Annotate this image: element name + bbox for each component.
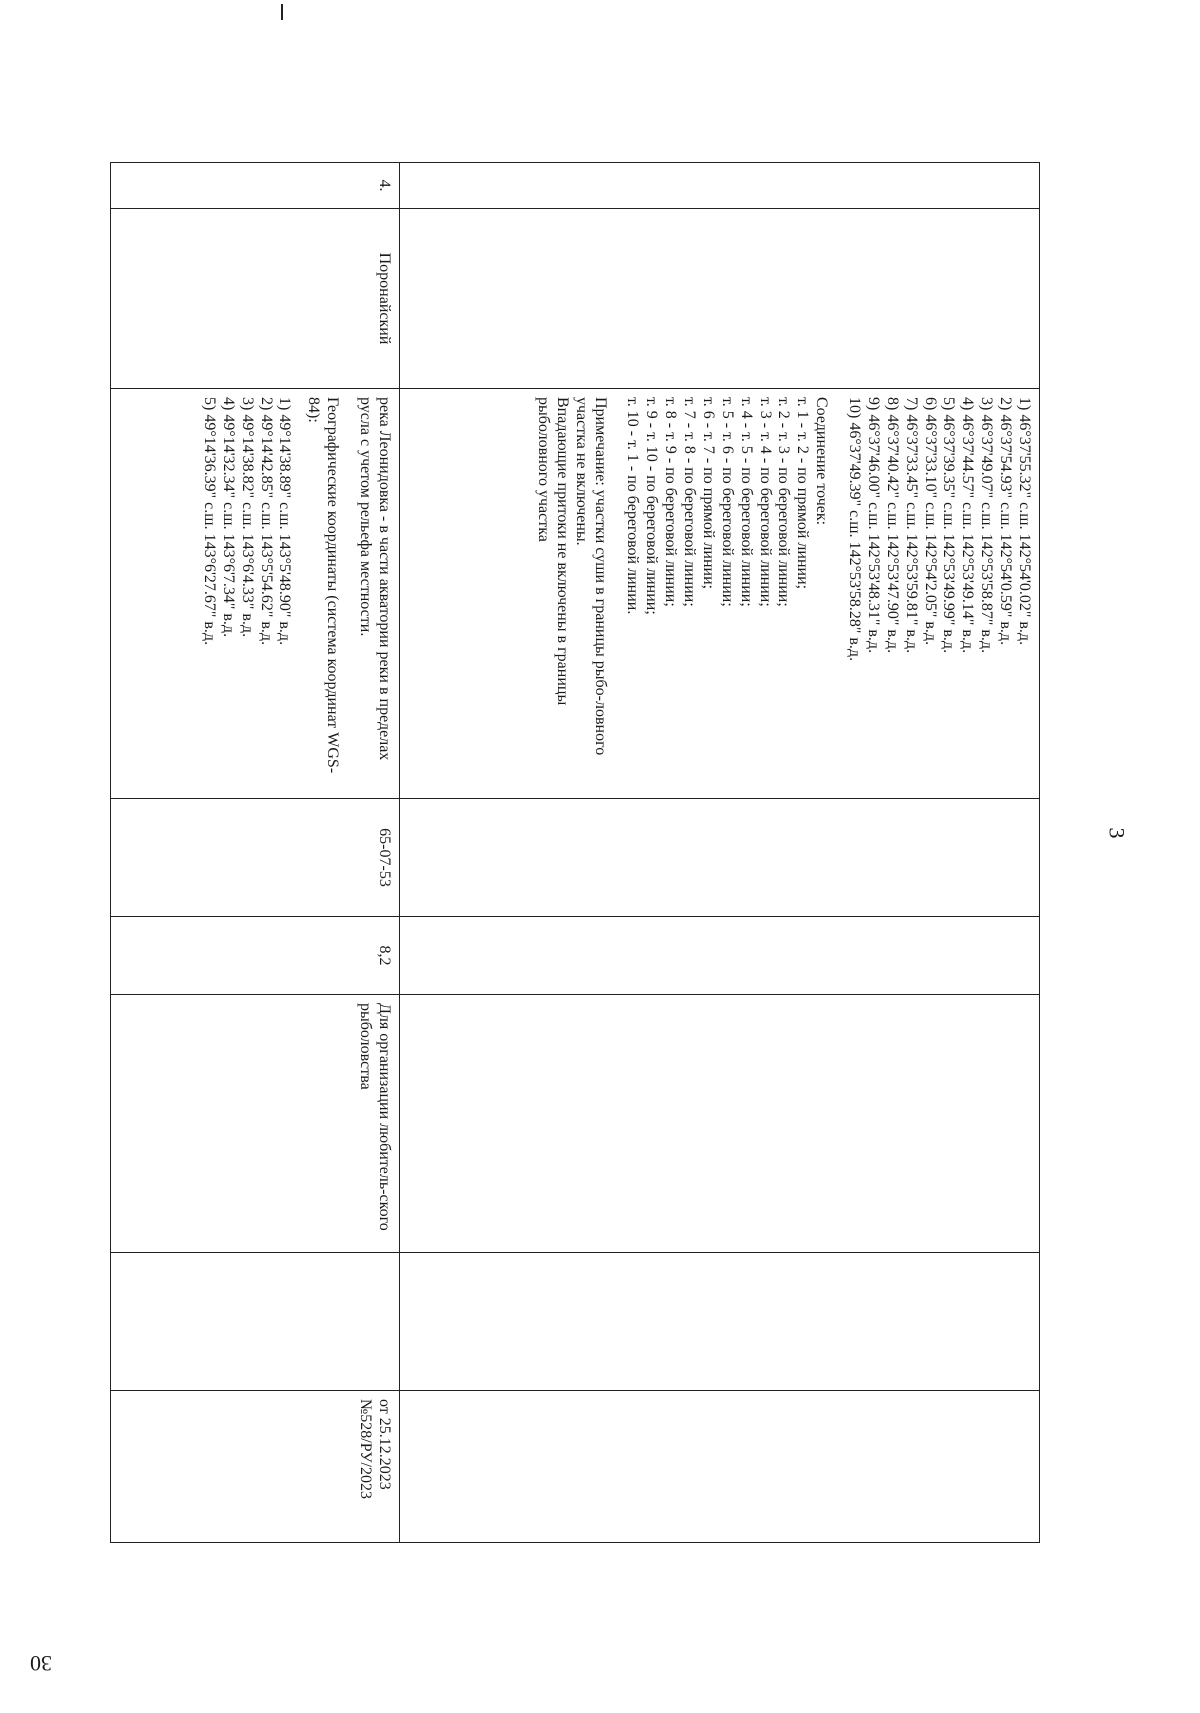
coord-line: 3) 46°37'49.07" с.ш. 142°53'58.87" в.д.	[978, 397, 996, 654]
plot-area: 8,2	[111, 917, 400, 995]
coord-line: 5) 49°14'36.39" с.ш. 143°6'27.67" в.д.	[201, 397, 218, 646]
connection-line: т. 2 - т. 3 - по береговой линии;	[775, 397, 793, 607]
connection-line: т. 1 - т. 2 - по прямой линии;	[794, 397, 812, 590]
coord-line: 2) 46°37'54.93" с.ш. 142°54'0.59" в.д.	[997, 397, 1015, 646]
connection-line: т. 8 - т. 9 - по береговой линии;	[662, 397, 680, 607]
connection-title: Соединение точек:	[813, 397, 831, 526]
coord-line: 10) 46°37'49.39" с.ш. 142°53'58.28" в.д.	[846, 397, 864, 662]
connection-line: т. 6 - т. 7 - по прямой линии;	[700, 397, 717, 590]
connection-line: т. 4 - т. 5 - по береговой линии;	[737, 397, 755, 607]
connection-line: т. 5 - т. 6 - по береговой линии;	[718, 397, 736, 607]
coord-line: 2) 49°14'42.85" с.ш. 143°5'54.62" в.д.	[257, 397, 275, 646]
agreement-number: №528/РУ/2023	[357, 1399, 375, 1499]
page-number-handwritten: 30	[30, 1651, 52, 1676]
geo-coords-title: Географические координаты (система координат WGS-84):	[305, 397, 342, 774]
plot-code: 65-07-53	[111, 799, 400, 917]
river-description: река Леонидовка - в части акватории реки в пределах русла с учетом рельефа местности.	[357, 397, 393, 761]
cell-district	[400, 209, 1040, 389]
cell-description	[400, 389, 1040, 799]
plot-extra	[111, 1253, 400, 1391]
note-text-2: Впадающие притоки не включены в границы рыболовного участка	[535, 397, 571, 706]
coord-line: 8) 46°37'40.42" с.ш. 142°53'47.90" в.д.	[883, 397, 901, 654]
scan-mark	[281, 4, 283, 20]
connection-line: т. 10 - т. 1 - по береговой линии.	[624, 397, 642, 615]
cell-extra	[400, 1253, 1040, 1391]
cell-agreement	[400, 1391, 1040, 1543]
district-name: Поронайский	[111, 209, 400, 389]
coord-line: 7) 46°37'33.45" с.ш. 142°53'59.81" в.д.	[902, 397, 920, 654]
coord-line: 6) 46°37'33.10" с.ш. 142°54'2.05" в.д.	[921, 397, 939, 646]
row-number: 4.	[111, 163, 400, 209]
coord-line: 4) 49°14'32.34" с.ш. 143°6'7.34" в.д.	[219, 397, 237, 638]
cell-area	[400, 917, 1040, 995]
agreement-date: от 25.12.2023	[376, 1399, 393, 1490]
fishing-plots-table	[110, 162, 1040, 1543]
table-row-previous	[400, 163, 1040, 1543]
connection-line: т. 3 - т. 4 - по береговой линии;	[756, 397, 774, 607]
coord-line: 1) 49°14'38.89" с.ш. 143°5'48.90" в.д.	[276, 397, 294, 646]
coord-line: 3) 49°14'38.82" с.ш. 143°6'4.33" в.д.	[238, 397, 256, 638]
coord-line: 5) 46°37'39.35" с.ш. 142°53'49.99" в.д.	[940, 397, 958, 654]
connection-line: т. 9 - т. 10 - по береговой линии;	[643, 397, 661, 615]
note-text: Примечание: участки суши в границы рыбо-ловного участка не включены.	[572, 397, 609, 756]
cell-code	[400, 799, 1040, 917]
plot-purpose: Для организации любитель-ского рыболовства	[111, 995, 400, 1253]
agreement-info	[111, 1391, 400, 1543]
cell-purpose	[400, 995, 1040, 1253]
coord-line: 9) 46°37'46.00" с.ш. 142°53'48.31" в.д.	[865, 397, 882, 654]
coord-line: 4) 46°37'44.57" с.ш. 142°53'49.14" в.д.	[959, 397, 977, 654]
connection-line: т. 7 - т. 8 - по береговой линии;	[681, 397, 699, 607]
plot-description	[111, 389, 400, 799]
rotated-table-wrapper	[110, 162, 1040, 1542]
cell-number	[400, 163, 1040, 209]
page-number: 3	[1104, 827, 1130, 839]
table-row-4	[111, 163, 400, 1543]
coord-line: 1) 46°37'55.32" с.ш. 142°54'0.02" в.д.	[1016, 397, 1033, 646]
